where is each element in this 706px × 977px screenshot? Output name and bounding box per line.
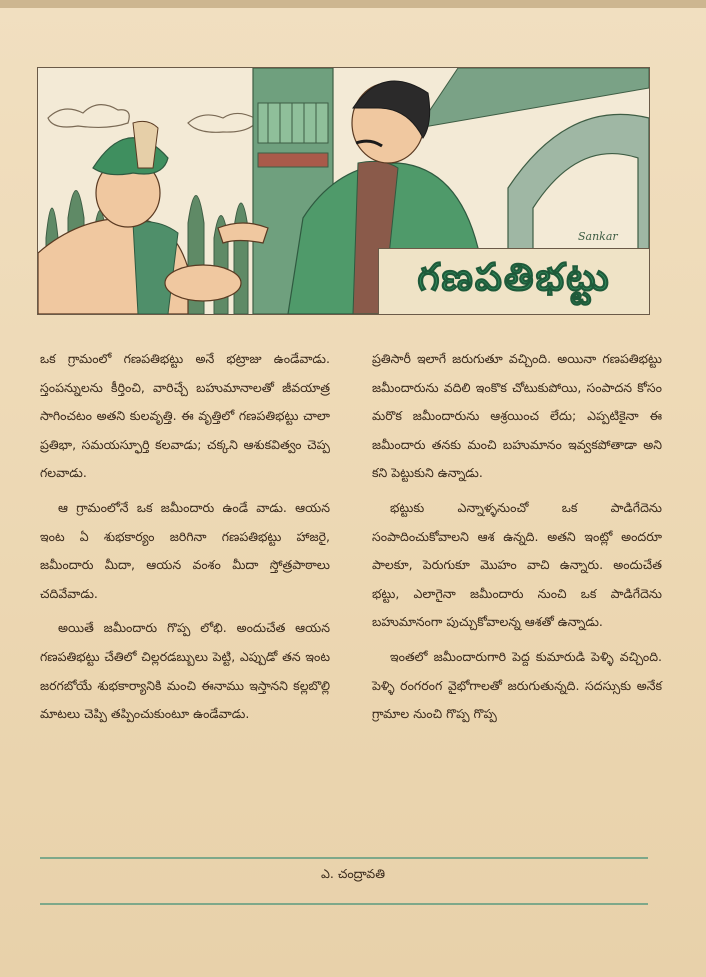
footer-rule-bottom (40, 903, 648, 905)
story-title: గణపతిభట్టు (417, 255, 611, 299)
paragraph: ఆ గ్రామంలోనే ఒక జమీందారు ఉండే వాడు. ఆయన ఇంట ఏ శుభకార్యం జరిగినా గణపతిభట్టు హాజరై, జమీందారు మీదా, ఆయన వంశం మీదా స్తోత్రపాఠాలు చదివేవాడు. (40, 499, 330, 601)
paragraph: ఒక గ్రామంలో గణపతిభట్టు అనే భట్రాజు ఉండేవాడు. స్తంపన్నులను కీర్తించి, వారిచ్చే బహుమానాలతో జీవయాత్ర సాగించటం అతని కులవృత్తి. ఈ వృత్తిలో గణపతిభట్టు చాలా ప్రతిభా, సమయస్ఫూర్తి కలవాడు; చక్కని ఆశుకవిత్వం చెప్ప గలవాడు. (40, 351, 330, 481)
paragraph: భట్టుకు ఎన్నాళ్ళనుంచో ఒక పాడిగేదెను సంపాదించుకోవాలని ఆశ ఉన్నది. అతని ఇంట్లో అందరూ పాలకూ, పెరుగుకూ మొహం వాచి ఉన్నారు. అందుచేత భట్టు, ఎలాగైనా జమీందారు నుంచి ఒక పాడిగేదెను బహుమానంగా పుచ్చుకోవాలన్న ఆశతో ఉన్నాడు. (372, 499, 662, 630)
text-column-right (372, 345, 662, 729)
footer-rule-top (40, 857, 648, 859)
paragraph: అయితే జమీందారు గొప్ప లోభి. అందుచేత ఆయన గణపతిభట్టు చేతిలో చిల్లరడబ్బులు పెట్టి, ఎప్పుడో తన ఇంట జరగబోయే శుభకార్యానికి మంచి ఈనాము ఇస్తానని కల్లబొల్లి మాటలు చెప్పి తప్పించుకుంటూ ఉండేవాడు. (40, 620, 330, 722)
illustration-signature: Sankar (578, 230, 618, 243)
author-credit: ఎ. చంద్రావతి (321, 866, 385, 881)
paragraph: ప్రతిసారీ ఇలాగే జరుగుతూ వచ్చింది. అయినా గణపతిభట్టు జమీందారును వదిలి ఇంకొక చోటుకుపోయి, సంపాదన కోసం మరొక జమీందారును ఆశ్రయించ లేదు; ఎప్పటికైనా ఈ జమీందారు తనకు మంచి బహుమానం ఇవ్వకపోతాడా అని కని పెట్టుకుని ఉన్నాడు. (372, 351, 662, 481)
story-illustration (37, 67, 650, 315)
page-top-edge (0, 0, 706, 8)
title-box (378, 248, 649, 315)
text-column-left (40, 345, 330, 729)
paragraph: ఇంతలో జమీందారుగారి పెద్ద కుమారుడి పెళ్ళి వచ్చింది. పెళ్ళి రంగరంగ వైభోగాలతో జరుగుతున్నది. సదస్సుకు అనేక గ్రామాల నుంచి గొప్ప గొప్ప (372, 648, 662, 722)
